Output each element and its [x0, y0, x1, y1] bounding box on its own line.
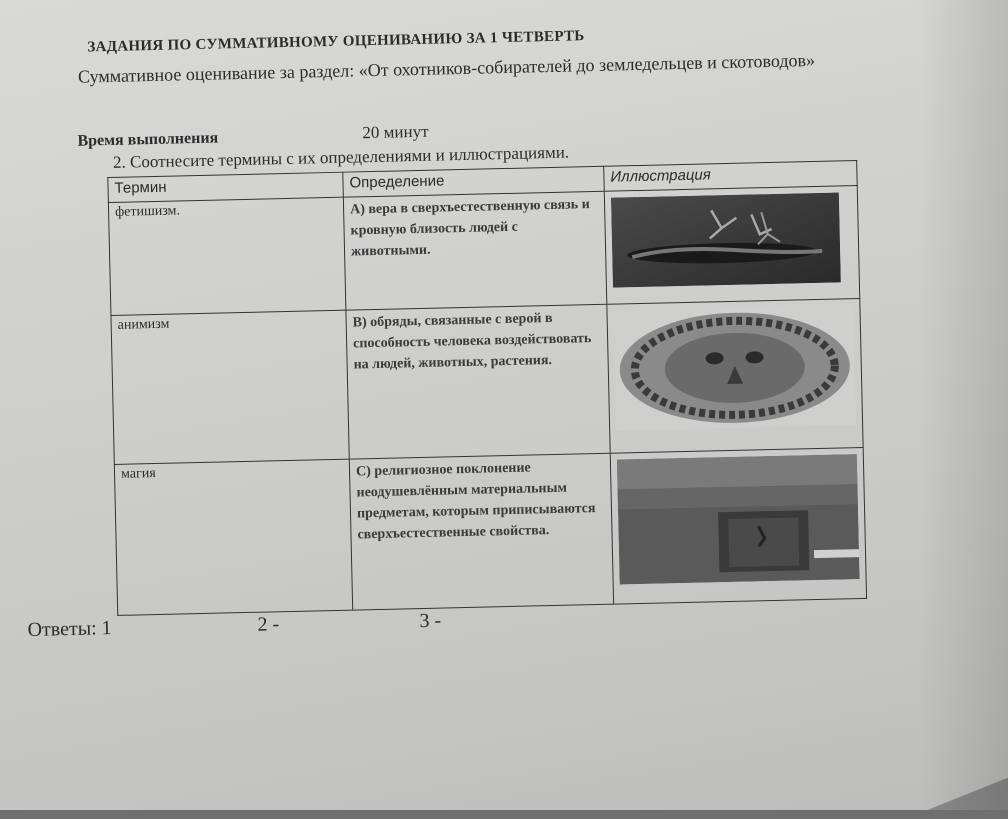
illustration-cell — [607, 299, 863, 454]
term-text: анимизм — [117, 316, 170, 333]
term-text: магия — [120, 466, 156, 482]
matching-table — [107, 160, 867, 616]
header-definition: Определение — [343, 166, 605, 197]
header-term: Термин — [108, 172, 344, 202]
definition-text: А) вера в сверхъестественную связь и кровную близость людей с животными. — [349, 197, 590, 260]
task-instruction: 2. Соотнесите термины с их определениями и иллюстрациями. — [112, 142, 570, 172]
animal-mask-image — [613, 305, 856, 430]
time-value: 20 минут — [362, 121, 429, 143]
illustration-cell — [604, 186, 859, 305]
rock-art-image — [611, 192, 841, 287]
illustration-cell — [610, 447, 866, 604]
definition-cell — [346, 304, 610, 459]
worksheet-title: ЗАДАНИЯ ПО СУММАТИВНОМУ ОЦЕНИВАНИЮ ЗА 1 ЧЕТВЕРТЬ — [87, 28, 585, 56]
answer-3-label: 3 - — [419, 609, 442, 633]
stone-idol-image — [617, 454, 860, 584]
worksheet-subtitle: Суммативное оценивание за раздел: «От охотников-собирателей до земледельцев и скотоводов» — [77, 49, 816, 87]
term-cell — [114, 459, 352, 615]
definition-cell — [343, 191, 606, 310]
definition-text: С) религиозное поклонение неодушевлённым материальным предметам, которым приписываются сверхъестественные свойства. — [355, 460, 596, 543]
time-label: Время выполнения — [77, 129, 219, 150]
table-row — [111, 299, 863, 465]
answer-2-label: 2 - — [257, 613, 280, 636]
term-text: фетишизм. — [114, 203, 181, 220]
table-row — [114, 447, 866, 615]
header-illustration: Иллюстрация — [604, 161, 858, 192]
term-cell — [108, 197, 346, 315]
answer-1-label: Ответы: 1 — [27, 617, 112, 641]
definition-cell — [349, 453, 613, 610]
term-cell — [111, 310, 349, 464]
definition-text: В) обряды, связанные с верой в способность человека воздействовать на людей, животных, растения. — [352, 310, 592, 373]
table-row — [108, 186, 859, 316]
